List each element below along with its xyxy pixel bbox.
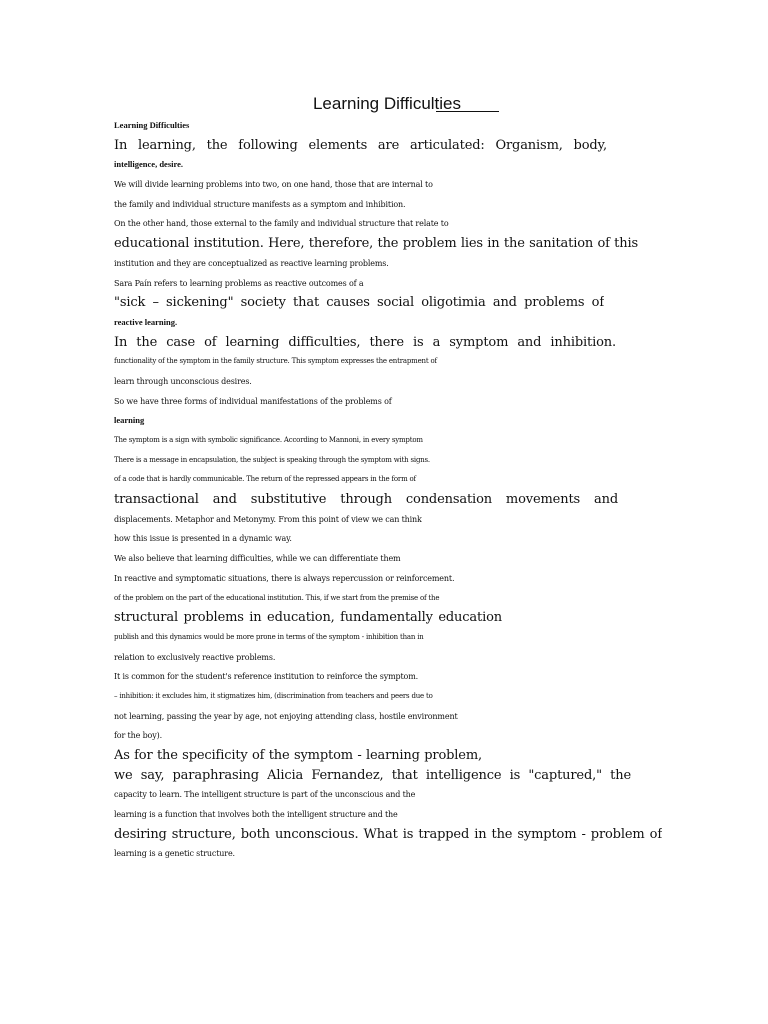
text-line: for the boy).	[114, 731, 162, 741]
text-line: of the problem on the part of the educational institution. This, if we start from the premise of the	[114, 593, 440, 602]
title-underline	[436, 111, 499, 112]
text-line: institution and they are conceptualized as reactive learning problems.	[114, 258, 389, 268]
text-line: On the other hand, those external to the family and individual structure that relate to	[114, 219, 449, 229]
text-line: not learning, passing the year by age, not enjoying attending class, hostile environment	[114, 711, 458, 721]
text-line: The symptom is a sign with symbolic significance. According to Mannoni, in every symptom	[114, 436, 423, 444]
text-line: It is common for the student's reference institution to reinforce the symptom.	[114, 672, 419, 682]
text-line-bold: intelligence, desire.	[114, 159, 184, 170]
page-title-text: Learning Difficulties	[312, 94, 462, 113]
text-line: we say, paraphrasing Alicia Fernandez, that intelligence is "captured," the	[114, 767, 631, 783]
text-line: of a code that is hardly communicable. The return of the repressed appears in the form of	[114, 475, 416, 484]
text-line: educational institution. Here, therefore, the problem lies in the sanitation of this	[114, 236, 638, 252]
text-line: publish and this dynamics would be more prone in terms of the symptom - inhibition than in	[114, 632, 424, 641]
page-title	[0, 94, 768, 114]
text-line: So we have three forms of individual manifestations of the problems of	[114, 396, 392, 406]
text-line: functionality of the symptom in the family structure. This symptom expresses the entrapment of	[114, 357, 437, 366]
text-line-bold: learning	[114, 415, 145, 426]
text-line: displacements. Metaphor and Metonymy. From this point of view we can think	[114, 514, 422, 524]
text-line: In reactive and symptomatic situations, there is always repercussion or reinforcement.	[114, 573, 455, 583]
text-line: As for the specificity of the symptom - learning problem,	[114, 748, 482, 763]
text-line-bold: reactive learning.	[114, 316, 178, 327]
text-line: transactional and substitutive through condensation movements and	[114, 492, 618, 508]
document-body	[114, 116, 694, 864]
text-line: capacity to learn. The intelligent structure is part of the unconscious and the	[114, 790, 416, 800]
text-line: We also believe that learning difficulties, while we can differentiate them	[114, 554, 401, 564]
text-line: – inhibition: it excludes him, it stigmatizes him, (discrimination from teachers and peers due to	[114, 691, 433, 700]
section-heading: Learning Difficulties	[114, 120, 190, 130]
text-line: In the case of learning difficulties, there is a symptom and inhibition.	[114, 334, 616, 350]
text-line: "sick – sickening" society that causes social oligotimia and problems of	[114, 295, 604, 311]
text-line: desiring structure, both unconscious. What is trapped in the symptom - problem of	[114, 826, 662, 842]
text-line: learning is a genetic structure.	[114, 849, 235, 859]
text-line: structural problems in education, fundamentally education	[114, 610, 502, 626]
text-line: the family and individual structure manifests as a symptom and inhibition.	[114, 199, 406, 209]
text-line: learning is a function that involves both the intelligent structure and the	[114, 810, 398, 820]
text-line: There is a message in encapsulation, the subject is speaking through the symptom with signs.	[114, 455, 430, 464]
text-line: relation to exclusively reactive problems.	[114, 652, 276, 662]
text-line: Sara Paín refers to learning problems as reactive outcomes of a	[114, 278, 364, 288]
text-line: how this issue is presented in a dynamic way.	[114, 534, 292, 544]
text-line: learn through unconscious desires.	[114, 376, 252, 386]
text-line: In learning, the following elements are articulated: Organism, body,	[114, 137, 607, 153]
text-line: We will divide learning problems into two, on one hand, those that are internal to	[114, 180, 433, 190]
